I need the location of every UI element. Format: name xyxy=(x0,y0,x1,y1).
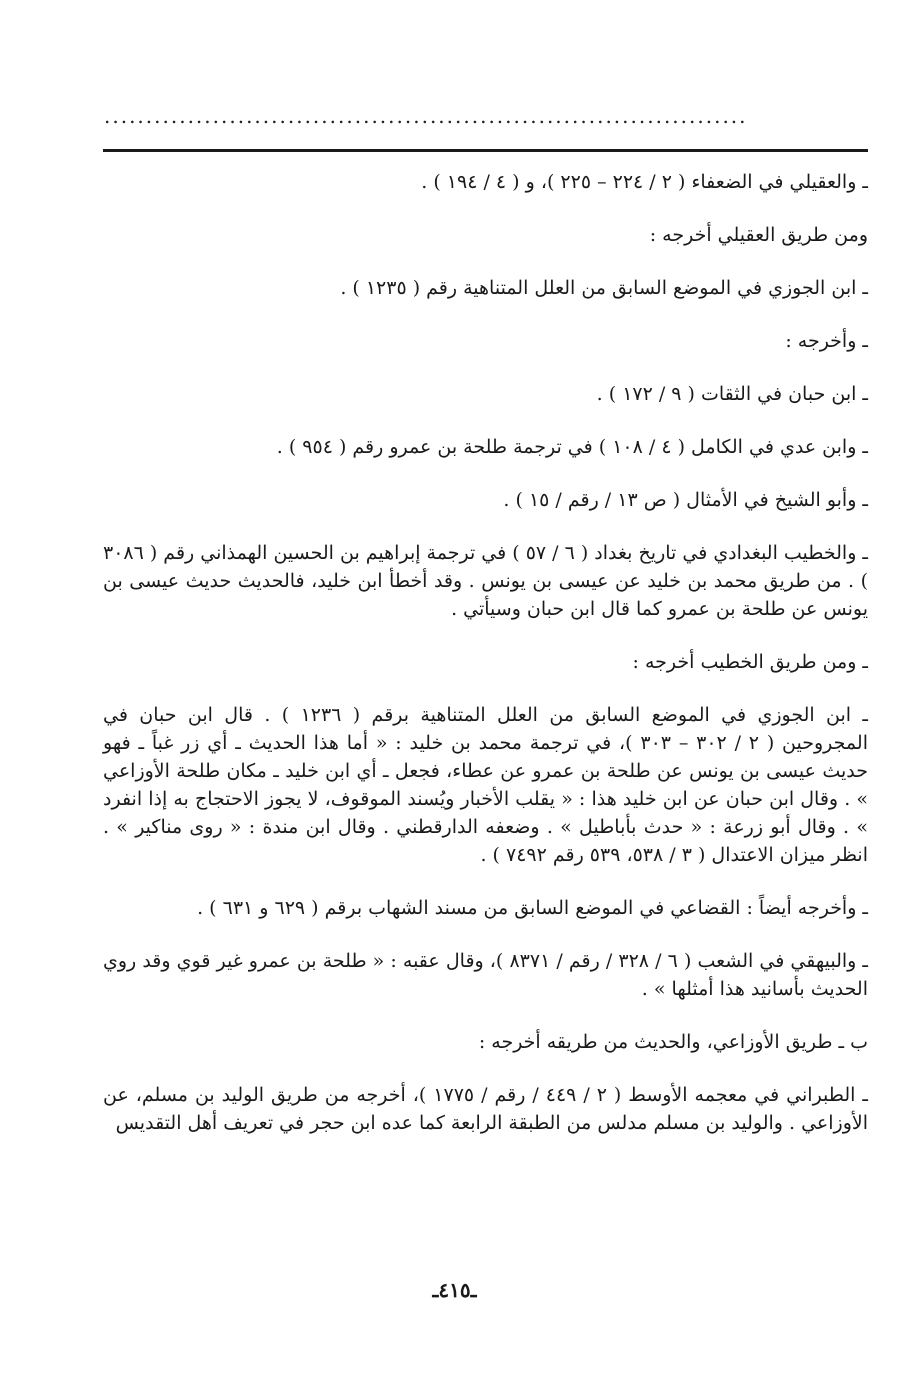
text-paragraph: ـ الطبراني في معجمه الأوسط ( ٢ / ٤٤٩ / رقم / ١٧٧٥ )، أخرجه من طريق الوليد بن مسلم، عن الأوزاعي . والوليد بن مسلم مدلس من الطبقة الرابعة كما عده ابن حجر في تعريف أهل التقديس xyxy=(103,1084,868,1134)
text-paragraph: ـ ابن الجوزي في الموضع السابق من العلل المتناهية برقم ( ١٢٣٦ ) . قال ابن حبان في المجروحين ( ٢ / ٣٠٢ – ٣٠٣ )، في ترجمة محمد بن خليد : « أما هذا الحديث ـ أي زر غباً ـ فهو حديث عيسى بن يونس عن طلحة بن عمرو عن عطاء، فجعل ـ أي ابن خليد ـ مكان طلحة الأوزاعي » . وقال ابن حبان عن ابن خليد هذا : « يقلب الأخبار ويُسند الموقوف، لا يجوز الاحتجاج به إذا انفرد » . وقال أبو زرعة : « حدث بأباطيل » . وضعفه الدارقطني . وقال ابن مندة : « روى مناكير » . انظر ميزان الاعتدال ( ٣ / ٥٣٨، ٥٣٩ رقم ٧٤٩٢ ) . xyxy=(103,704,868,866)
text-paragraph: ـ وابن عدي في الكامل ( ٤ / ١٠٨ ) في ترجمة طلحة بن عمرو رقم ( ٩٥٤ ) . xyxy=(276,436,868,458)
text-paragraph: ب ـ طريق الأوزاعي، والحديث من طريقه أخرجه : xyxy=(478,1031,868,1053)
text-paragraph: ـ والبيهقي في الشعب ( ٦ / ٣٢٨ / رقم / ٨٣٧١ )، وقال عقبه : « طلحة بن عمرو غير قوي وقد روي الحديث بأسانيد هذا أمثلها » . xyxy=(103,950,868,1000)
text-paragraph: ـ وأبو الشيخ في الأمثال ( ص ١٣ / رقم / ١٥ ) . xyxy=(503,489,868,511)
text-paragraph: ومن طريق العقيلي أخرجه : xyxy=(649,224,868,246)
text-paragraph: ـ والعقيلي في الضعفاء ( ٢ / ٢٢٤ – ٢٢٥ )، و ( ٤ / ١٩٤ ) . xyxy=(421,171,868,193)
text-paragraph: ـ ابن الجوزي في الموضع السابق من العلل المتناهية رقم ( ١٢٣٥ ) . xyxy=(340,277,868,299)
text-paragraph: ـ وأخرجه أيضاً : القضاعي في الموضع السابق من مسند الشهاب برقم ( ٦٢٩ و ٦٣١ ) . xyxy=(197,897,868,919)
text-paragraph: ـ والخطيب البغدادي في تاريخ بغداد ( ٦ / ٥٧ ) في ترجمة إبراهيم بن الحسين الهمذاني رقم ( ٣٠٨٦ ) . من طريق محمد بن خليد عن عيسى بن يونس . وقد أخطأ ابن خليد، فالحديث حديث عيسى بن يونس عن طلحة بن عمرو كما قال ابن حبان وسيأتي . xyxy=(102,542,868,620)
header-rule xyxy=(103,149,868,152)
footnote-body xyxy=(103,168,868,1162)
text-paragraph: ـ ومن طريق الخطيب أخرجه : xyxy=(632,651,868,673)
text-paragraph: ـ ابن حبان في الثقات ( ٩ / ١٧٢ ) . xyxy=(596,383,868,405)
text-paragraph: ـ وأخرجه : xyxy=(785,330,868,352)
header-dots: ............................................................................. xyxy=(104,104,748,128)
page-number: ـ٤١٥ـ xyxy=(432,1278,477,1302)
